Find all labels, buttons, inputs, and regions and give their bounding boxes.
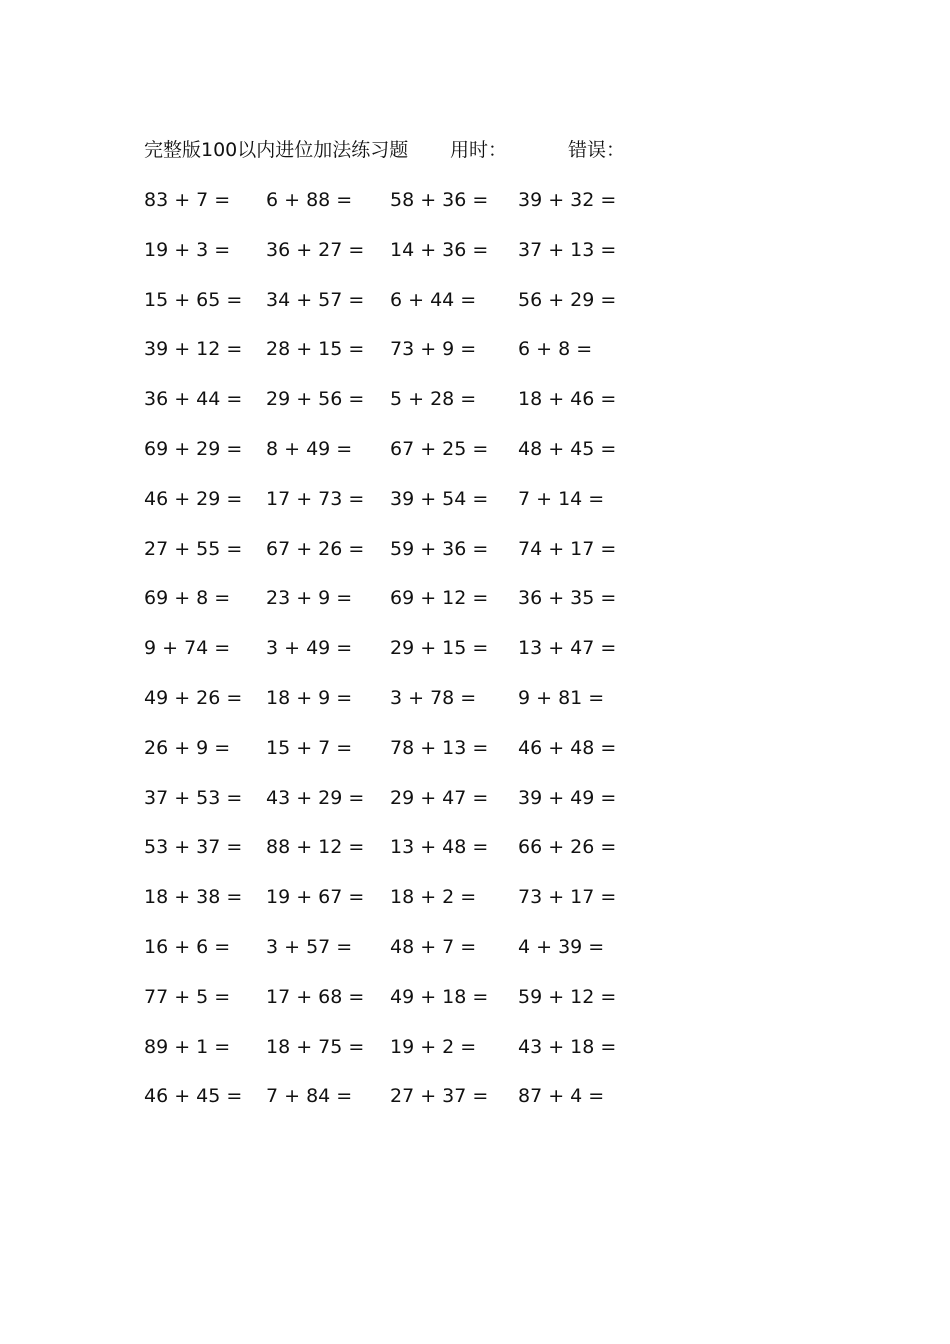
problem-row	[0, 484, 950, 514]
addition-problem: 39 + 12 =	[144, 338, 243, 361]
addition-problem: 49 + 26 =	[144, 687, 243, 709]
addition-problem: 36 + 27 =	[266, 238, 365, 261]
problem-row	[0, 185, 950, 215]
addition-problem: 39 + 49 =	[518, 786, 617, 809]
addition-problem: 5 + 28 =	[390, 388, 477, 411]
problem-row	[0, 1032, 950, 1062]
addition-problem: 19 + 2 =	[390, 1035, 477, 1058]
addition-problem: 14 + 36 =	[390, 238, 489, 261]
addition-problem: 46 + 48 =	[518, 736, 617, 759]
addition-problem: 27 + 55 =	[144, 537, 243, 560]
addition-problem: 17 + 73 =	[266, 487, 365, 510]
addition-problem: 37 + 13 =	[518, 238, 617, 261]
addition-problem: 59 + 12 =	[518, 985, 617, 1008]
addition-problem: 17 + 68 =	[266, 985, 365, 1008]
addition-problem: 28 + 15 =	[266, 338, 365, 361]
addition-problem: 18 + 38 =	[144, 886, 243, 909]
addition-problem: 3 + 57 =	[266, 936, 353, 958]
addition-problem: 66 + 26 =	[518, 836, 617, 859]
problem-row	[0, 285, 950, 315]
problem-row	[0, 932, 950, 962]
problem-row	[0, 633, 950, 663]
addition-problem: 16 + 6 =	[144, 936, 231, 958]
problem-row	[0, 583, 950, 613]
addition-problem: 46 + 45 =	[144, 1085, 243, 1108]
addition-problem: 46 + 29 =	[144, 487, 243, 510]
error-label: 错误：	[568, 139, 626, 161]
addition-problem: 19 + 3 =	[144, 238, 231, 261]
addition-problem: 74 + 17 =	[518, 537, 617, 560]
addition-problem: 23 + 9 =	[266, 587, 353, 610]
addition-problem: 34 + 57 =	[266, 288, 365, 311]
addition-problem: 69 + 12 =	[390, 587, 489, 610]
addition-problem: 49 + 18 =	[390, 985, 489, 1008]
addition-problem: 89 + 1 =	[144, 1035, 231, 1058]
addition-problem: 29 + 47 =	[390, 786, 489, 809]
addition-problem: 88 + 12 =	[266, 836, 365, 859]
problem-row	[0, 982, 950, 1012]
addition-problem: 19 + 67 =	[266, 886, 365, 909]
addition-problem: 37 + 53 =	[144, 786, 243, 809]
addition-problem: 18 + 46 =	[518, 388, 617, 411]
problem-row	[0, 683, 950, 713]
addition-problem: 3 + 78 =	[390, 687, 477, 709]
addition-problem: 48 + 45 =	[518, 438, 617, 460]
addition-problem: 9 + 74 =	[144, 637, 231, 660]
problem-row	[0, 733, 950, 763]
addition-problem: 59 + 36 =	[390, 537, 489, 560]
problem-row	[0, 334, 950, 364]
addition-problem: 78 + 13 =	[390, 736, 489, 759]
addition-problem: 39 + 54 =	[390, 487, 489, 510]
addition-problem: 6 + 44 =	[390, 288, 477, 311]
addition-problem: 29 + 15 =	[390, 637, 489, 660]
addition-problem: 43 + 18 =	[518, 1035, 617, 1058]
problem-row	[0, 384, 950, 414]
addition-problem: 73 + 17 =	[518, 886, 617, 909]
addition-problem: 87 + 4 =	[518, 1085, 605, 1108]
problem-row	[0, 882, 950, 912]
problem-row	[0, 235, 950, 265]
addition-problem: 13 + 47 =	[518, 637, 617, 660]
time-label: 用时：	[450, 139, 508, 161]
addition-problem: 18 + 2 =	[390, 886, 477, 909]
problem-row	[0, 832, 950, 862]
addition-problem: 18 + 75 =	[266, 1035, 365, 1058]
problem-row	[0, 1081, 950, 1111]
addition-problem: 26 + 9 =	[144, 736, 231, 759]
addition-problem: 36 + 44 =	[144, 388, 243, 411]
addition-problem: 67 + 26 =	[266, 537, 365, 560]
addition-problem: 6 + 8 =	[518, 338, 593, 361]
addition-problem: 43 + 29 =	[266, 786, 365, 809]
addition-problem: 15 + 65 =	[144, 288, 243, 311]
addition-problem: 73 + 9 =	[390, 338, 477, 361]
addition-problem: 3 + 49 =	[266, 637, 353, 660]
addition-problem: 7 + 14 =	[518, 487, 605, 510]
addition-problem: 7 + 84 =	[266, 1085, 353, 1108]
addition-problem: 4 + 39 =	[518, 936, 605, 958]
addition-problem: 77 + 5 =	[144, 985, 231, 1008]
addition-problem: 58 + 36 =	[390, 189, 489, 211]
addition-problem: 9 + 81 =	[518, 687, 605, 709]
addition-problem: 6 + 88 =	[266, 189, 353, 211]
addition-problem: 53 + 37 =	[144, 836, 243, 859]
addition-problem: 39 + 32 =	[518, 189, 617, 211]
addition-problem: 13 + 48 =	[390, 836, 489, 859]
addition-problem: 27 + 37 =	[390, 1085, 489, 1108]
addition-problem: 56 + 29 =	[518, 288, 617, 311]
addition-problem: 15 + 7 =	[266, 736, 353, 759]
problem-row	[0, 783, 950, 813]
addition-problem: 69 + 29 =	[144, 438, 243, 460]
addition-problem: 36 + 35 =	[518, 587, 617, 610]
addition-problem: 48 + 7 =	[390, 936, 477, 958]
addition-problem: 29 + 56 =	[266, 388, 365, 411]
addition-problem: 69 + 8 =	[144, 587, 231, 610]
worksheet-title: 完整版100以内进位加法练习题	[144, 139, 409, 161]
problem-row	[0, 534, 950, 564]
addition-problem: 18 + 9 =	[266, 687, 353, 709]
addition-problem: 8 + 49 =	[266, 438, 353, 460]
addition-problem: 67 + 25 =	[390, 438, 489, 460]
problem-row	[0, 434, 950, 464]
addition-problem: 83 + 7 =	[144, 189, 231, 211]
